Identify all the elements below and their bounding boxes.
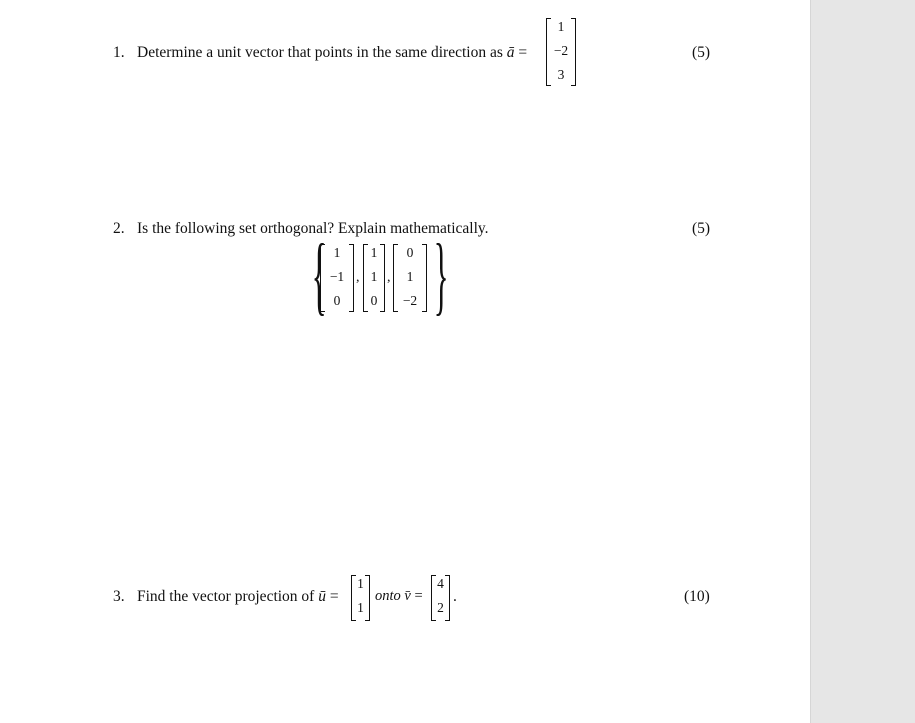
- question-3-onto-clause: [375, 588, 423, 605]
- question-3: [113, 588, 339, 606]
- vector-entry: 1: [406, 269, 414, 284]
- question-3-marks: (10): [684, 588, 710, 605]
- vector-entry: 1: [557, 19, 565, 34]
- vector-entry: 0: [333, 293, 341, 308]
- set-vector-3: [393, 244, 427, 312]
- question-2-marks: (5): [692, 220, 711, 237]
- question-3-v-vector: [431, 575, 450, 621]
- vector-entry: 0: [406, 245, 414, 260]
- question-3-text: Find the vector projection of: [137, 588, 319, 605]
- question-3-onto: onto: [375, 588, 401, 604]
- set-vector-1: [320, 244, 354, 312]
- vector-entry: 0: [370, 293, 378, 308]
- left-curly-brace: {: [311, 227, 327, 324]
- question-3-u-variable: ū: [318, 588, 326, 605]
- question-1-text: Determine a unit vector that points in the same direction as: [137, 44, 507, 61]
- vector-entry: −1: [329, 269, 345, 284]
- comma-separator: ,: [387, 270, 391, 285]
- vector-entry: 3: [557, 67, 565, 82]
- question-3-v-variable: v̄: [404, 588, 411, 604]
- question-1-equals: =: [514, 44, 528, 61]
- vector-entry: 1: [370, 269, 378, 284]
- question-1-number: 1.: [113, 44, 125, 61]
- vector-entry: 4: [437, 576, 444, 591]
- question-3-equals: =: [325, 588, 339, 605]
- set-vector-2: [363, 244, 385, 312]
- vector-entry: 1: [357, 576, 364, 591]
- viewer-gutter: [810, 0, 915, 723]
- vector-entry: 1: [333, 245, 341, 260]
- question-2-number: 2.: [113, 220, 125, 237]
- vector-entry: 2: [437, 600, 444, 615]
- question-1-vector: [546, 18, 576, 86]
- right-curly-brace: }: [433, 227, 449, 324]
- question-3-number: 3.: [113, 588, 125, 605]
- vector-entry: 1: [357, 600, 364, 615]
- vector-entry: 1: [370, 245, 378, 260]
- question-1-marks: (5): [692, 44, 711, 61]
- question-1-variable: ā: [506, 44, 515, 61]
- question-3-period: .: [453, 588, 457, 605]
- question-2: [113, 220, 489, 238]
- vector-entry: −2: [553, 43, 569, 58]
- vector-entry: −2: [402, 293, 418, 308]
- question-2-text: Is the following set orthogonal? Explain mathematically.: [137, 220, 489, 237]
- comma-separator: ,: [356, 270, 360, 285]
- question-1: [113, 44, 527, 62]
- question-3-u-vector: [351, 575, 370, 621]
- question-3-equals-2: =: [410, 588, 423, 604]
